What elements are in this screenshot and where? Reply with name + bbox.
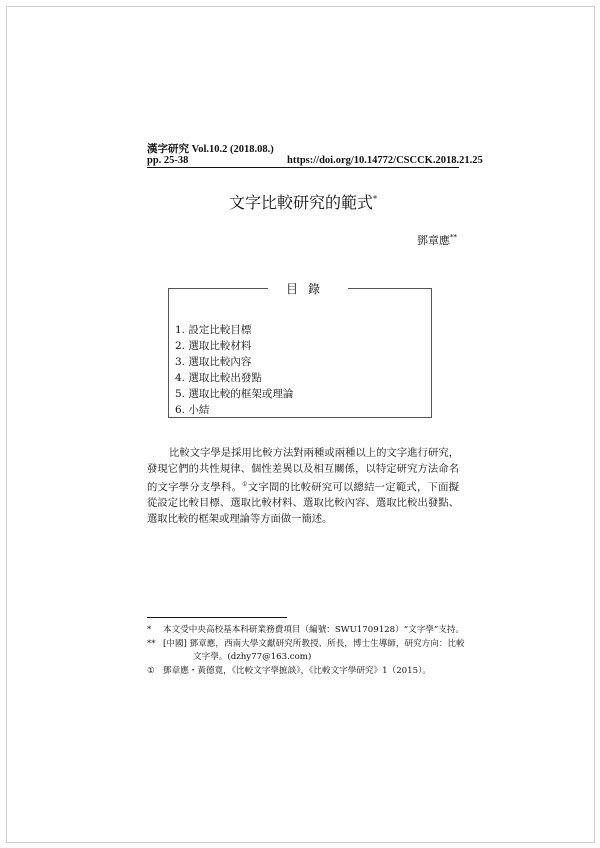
toc-item: 2. 選取比較材料 — [175, 340, 252, 352]
footnote-item — [147, 624, 467, 637]
toc-heading: 目錄 — [268, 280, 348, 297]
toc-item: 5. 選取比較的框架或理論 — [175, 388, 294, 400]
footnote-ref: ① — [242, 481, 248, 488]
header-rule — [147, 167, 459, 168]
toc-item: 6. 小結 — [175, 404, 210, 416]
footnote-mark: * — [147, 625, 152, 635]
footnote-rule — [147, 617, 287, 618]
page-border — [6, 6, 595, 843]
body-text-part1: 比較文字學是採用比較方法對兩種或兩種以上的文字進行研究，發現它們的共性規律、個性差異以及相互關係，以特定研究方法命名的文字學分支學科。 — [147, 447, 459, 494]
paper-title — [147, 190, 459, 213]
toc-item: 3. 選取比較內容 — [175, 356, 252, 368]
footnote-text-continued: 文字學。(dzhy77@163.com) — [193, 652, 312, 662]
author — [300, 232, 457, 248]
footnote-mark: ** — [147, 639, 156, 649]
body-paragraph — [147, 445, 459, 527]
author-name: 鄧章應 — [417, 234, 450, 247]
footnote-mark: ① — [147, 666, 155, 676]
toc-item: 4. 選取比較出發點 — [175, 372, 262, 384]
toc-list — [175, 322, 293, 418]
author-footnote-mark: ** — [450, 233, 457, 242]
footnote-text: 鄧章應・黃德寬，《比較文字學摭談》，《比較文字學研究》1（2015）。 — [163, 666, 431, 676]
page-range: pp. 25-38 — [147, 155, 189, 166]
toc-item: 1. 設定比較目標 — [175, 324, 252, 336]
footnote-item — [147, 665, 467, 678]
doi-link[interactable]: https://doi.org/10.14772/CSCCK.2018.21.25 — [287, 155, 483, 166]
footnotes — [147, 624, 467, 679]
footnote-text: 本文受中央高校基本科研業務費項目（編號：SWU1709128）“文字學”支持。 — [163, 625, 465, 635]
title-text: 文字比較研究的範式 — [228, 193, 373, 212]
title-footnote-mark: * — [373, 194, 377, 204]
journal-info: 漢字研究 Vol.10.2 (2018.08.) — [147, 144, 274, 155]
footnote-item — [147, 638, 467, 664]
body-text-part2: 文字間的比較研究可以總結一定範式，下面擬從設定比較目標、選取比較材料、選取比較內容、選取比較出發點、選取比較的框架或理論等方面做一簡述。 — [147, 481, 459, 526]
footnote-text: [中國] 鄧章應，西南大學文獻研究所教授、所長，博士生導師，研究方向：比較 — [163, 639, 465, 649]
